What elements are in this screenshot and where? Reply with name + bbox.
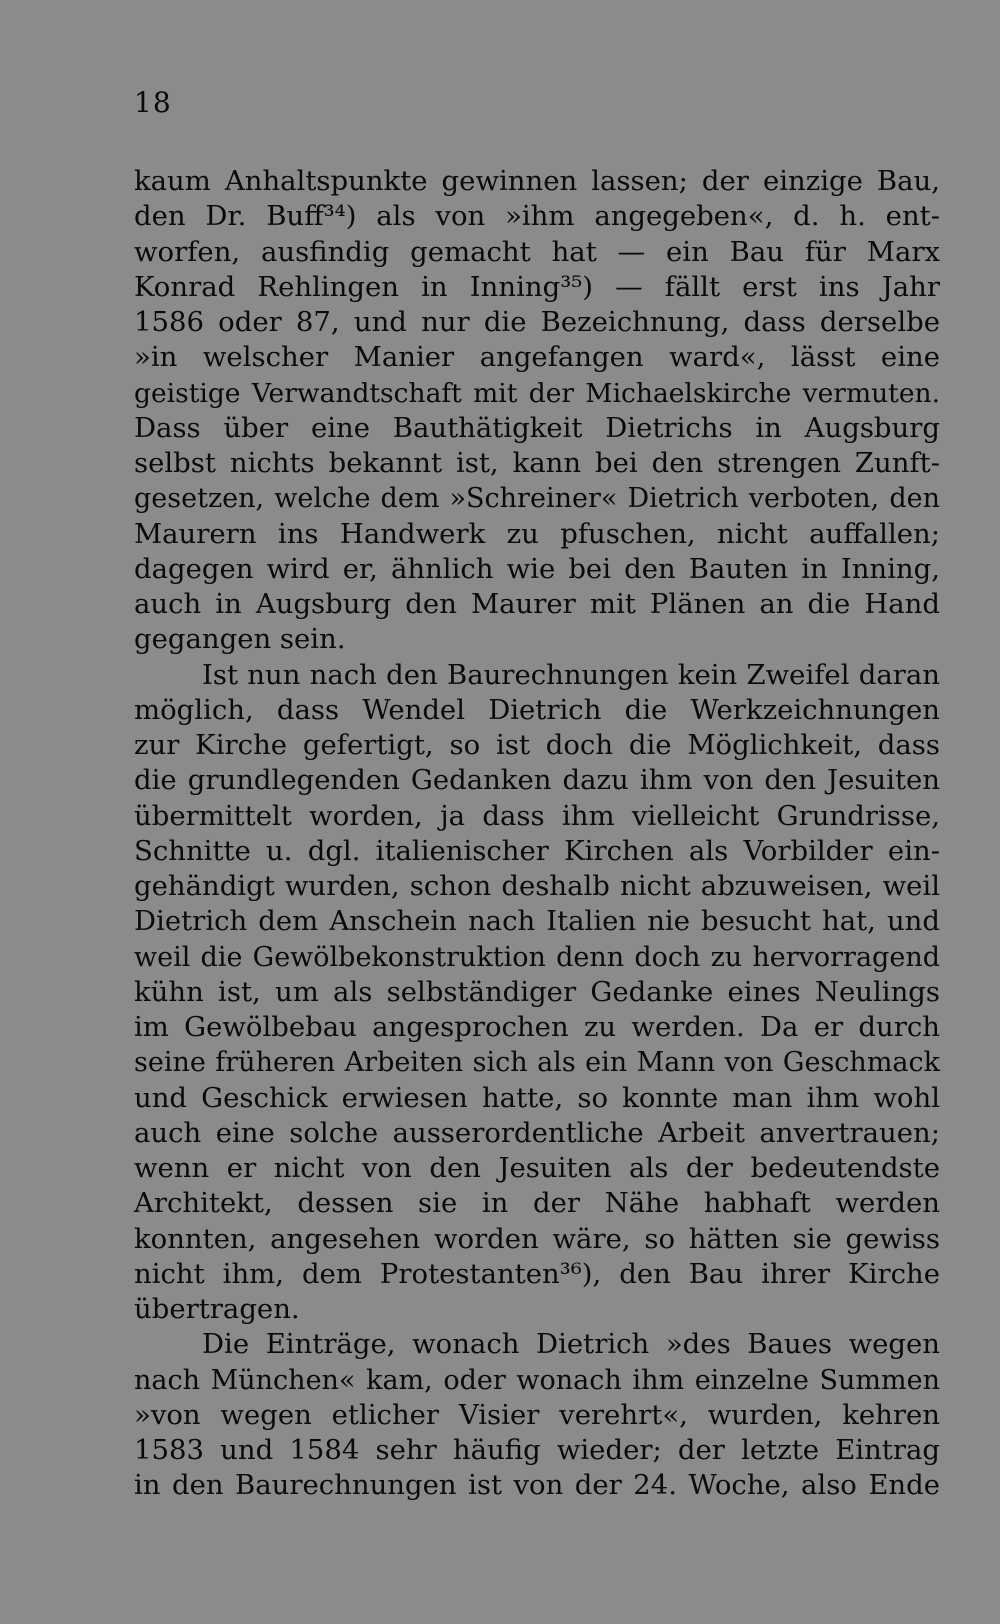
text-line: Dass über eine Bauthätigkeit Dietrichs in Augsburg (134, 411, 940, 444)
text-line: weil die Gewölbekonstruktion denn doch zu hervorragend (134, 941, 940, 973)
text-line: den Dr. Buff³⁴) als von »ihm angegeben«, d. h. ent- (134, 200, 940, 233)
text-line: die grundlegenden Gedanken dazu ihm von den Jesuiten (134, 764, 940, 797)
text-line: nach München« kam, oder wonach ihm einzelne Summen (134, 1364, 940, 1396)
text-line: Schnitte u. dgl. italienischer Kirchen als Vorbilder ein- (134, 834, 940, 867)
text-line: dagegen wird er, ähnlich wie bei den Bauten in Inning, (134, 552, 940, 585)
text-line: gesetzen, welche dem »Schreiner« Dietrich verboten, den (134, 483, 940, 515)
text-line: selbst nichts bekannt ist, kann bei den strengen Zunft- (134, 447, 940, 479)
text-line: Die Einträge, wonach Dietrich »des Baues wegen (202, 1328, 940, 1361)
text-line: »in welscher Manier angefangen ward«, lässt eine (134, 341, 940, 374)
page-number: 18 (134, 86, 172, 119)
text-line: Architekt, dessen sie in der Nähe habhaft werden (134, 1187, 940, 1220)
text-line: worfen, ausfindig gemacht hat — ein Bau für Marx (134, 235, 940, 268)
text-line: nicht ihm, dem Protestanten³⁶), den Bau ihrer Kirche (134, 1257, 940, 1290)
text-line: Dietrich dem Anschein nach Italien nie besucht hat, und (134, 905, 940, 938)
text-line: gegangen sein. (134, 623, 346, 656)
text-line: Ist nun nach den Baurechnungen kein Zweifel daran (202, 658, 940, 691)
text-line: auch in Augsburg den Maurer mit Plänen an die Hand (134, 588, 940, 620)
text-line: 1583 und 1584 sehr häufig wieder; der letzte Eintrag (134, 1434, 940, 1466)
text-line: konnten, angesehen worden wäre, so hätten sie gewiss (134, 1222, 940, 1255)
text-line: auch eine solche ausserordentliche Arbeit anvertrauen; (134, 1116, 940, 1149)
text-line: seine früheren Arbeiten sich als ein Mann von Geschmack (134, 1047, 940, 1079)
text-line: kaum Anhaltspunkte gewinnen lassen; der einzige Bau, (134, 165, 940, 197)
text-line: Maurern ins Handwerk zu pfuschen, nicht auffallen; (134, 517, 940, 550)
text-line: 1586 oder 87, und nur die Bezeichnung, dass derselbe (134, 306, 940, 338)
text-line: wenn er nicht von den Jesuiten als der bedeutendste (134, 1152, 940, 1184)
text-line: gehändigt wurden, schon deshalb nicht abzuweisen, weil (134, 870, 940, 902)
text-line: und Geschick erwiesen hatte, so konnte man ihm wohl (134, 1081, 940, 1114)
text-line: kühn ist, um als selbständiger Gedanke eines Neulings (134, 975, 940, 1008)
text-line: im Gewölbebau angesprochen zu werden. Da er durch (134, 1011, 940, 1043)
text-line: »von wegen etlicher Visier verehrt«, wurden, kehren (134, 1398, 940, 1431)
text-line: möglich, dass Wendel Dietrich die Werkzeichnungen (134, 693, 940, 726)
text-line: übermittelt worden, ja dass ihm vielleicht Grundrisse, (134, 799, 940, 832)
text-line: übertragen. (134, 1293, 300, 1325)
text-line: zur Kirche gefertigt, so ist doch die Möglichkeit, dass (134, 729, 940, 761)
text-line: Konrad Rehlingen in Inning³⁵) — fällt erst ins Jahr (134, 270, 940, 303)
text-line: in den Baurechnungen ist von der 24. Woche, also Ende (134, 1469, 940, 1502)
text-line: geistige Verwandtschaft mit der Michaelskirche vermuten. (134, 377, 940, 409)
body-text (134, 164, 940, 1504)
